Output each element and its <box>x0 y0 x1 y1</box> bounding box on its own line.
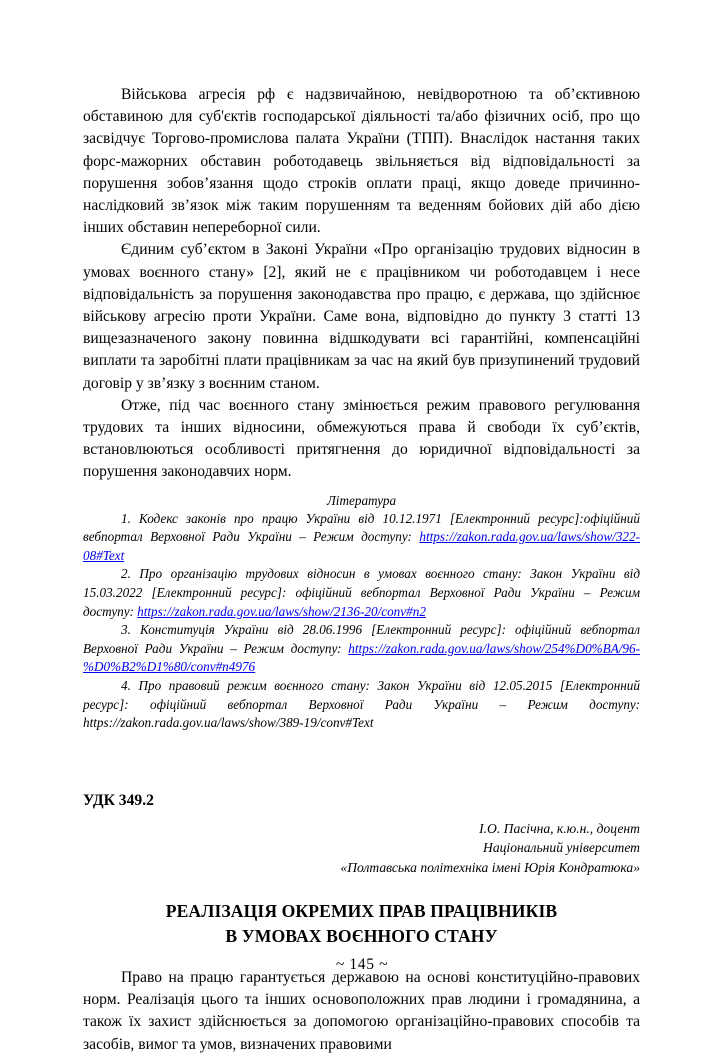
reference-link[interactable]: https://zakon.rada.gov.ua/laws/show/322-08#Text <box>83 529 640 563</box>
reference-item <box>83 510 640 566</box>
reference-link: https://zakon.rada.gov.ua/laws/show/389-19/conv#Text <box>83 715 374 731</box>
paragraph: Єдиним суб’єктом в Законі України «Про організацію трудових відносин в умовах воєнного стану» [2], який не є працівником чи роботодавцем і несе відповідальність за порушення законодавства про працю, є держава, що здійснює військову агресію проти України. Саме вона, відповідно до пункту 3 статті 13 вищезазначеного закону повинна відшкодувати всі гарантійні, компенсаційні виплати та заробітні плати працівникам за час на який був призупинений трудовий договір у зв’язку з воєнним станом. <box>83 241 640 392</box>
reference-link[interactable]: https://zakon.rada.gov.ua/laws/show/254%D0%BA/96-%D0%B2%D1%80/conv#n4976 <box>83 640 640 675</box>
references-section <box>83 491 640 733</box>
page-content-column <box>83 84 640 1056</box>
previous-article-body <box>83 84 640 484</box>
paragraph: Отже, під час воєнного стану змінюється режим правового регулювання трудових та інших відносини, обмежуються права й свободи їх суб’єктів, встановлюються особливості притягнення до юридичної відповідальності за порушення законодавчих норм. <box>83 396 640 481</box>
affiliation-line: Національний університет <box>483 840 640 856</box>
references-heading: Література <box>326 492 397 508</box>
author-name: І.О. Пасічна, к.ю.н., доцент <box>479 820 640 836</box>
reference-text: 1. Кодекс законів про працю України від 10.12.1971 [Електронний ресурс]:офіційний вебпортал Верховної Ради України – Режим доступу: <box>83 510 640 545</box>
section-spacer <box>83 733 640 791</box>
reference-item <box>83 621 640 677</box>
paragraph: Право на працю гарантується державою на основі конституційно-правових норм. Реалізація цього та інших основоположних прав людини і громадянина, а також їх захист здійснюється за допомогою організаційно-правових способів та засобів, вимог та умов, визначених правовими <box>83 969 640 1053</box>
udc-code: УДК 349.2 <box>83 791 154 809</box>
affiliation-line: «Полтавська політехніка імені Юрія Кондратюка» <box>340 859 640 875</box>
article-title-line: РЕАЛІЗАЦІЯ ОКРЕМИХ ПРАВ ПРАЦІВНИКІВ <box>165 901 558 921</box>
page-number: ~ 145 ~ <box>335 956 389 973</box>
author-affiliation-block <box>83 819 640 877</box>
reference-link[interactable]: https://zakon.rada.gov.ua/laws/show/2136-20/conv#n2 <box>137 603 426 619</box>
next-article-body <box>83 967 640 1056</box>
article-title <box>83 899 640 948</box>
reference-text: 2. Про організацію трудових відносин в умовах воєнного стану: Закон України від 15.03.2022 [Електронний ресурс]: офіційний вебпортал Верховної Ради України – Режим доступу: <box>83 566 640 619</box>
reference-text: 3. Конституція України від 28.06.1996 [Електронний ресурс]: офіційний вебпортал Верховної Ради України – Режим доступу: <box>83 622 640 656</box>
reference-item <box>83 565 640 621</box>
paragraph: Військова агресія рф є надзвичайною, невідворотною та об’єктивною обставиною для суб'єктів господарської діяльності та/або фізичних осіб, про що засвідчує Торгово-промислова палата України (ТПП). Внаслідок настання таких форс-мажорних обставин роботодавець звільняється від відповідальності за порушення зобов’язання щодо строків оплати праці, якщо доведе причинно-наслідковий зв’язок між таким порушенням та веденням бойових дій або дією інших обставин непереборної сили. <box>83 86 640 237</box>
reference-item <box>83 677 640 733</box>
next-article-header <box>83 791 640 948</box>
reference-text: 4. Про правовий режим воєнного стану: Закон України від 12.05.2015 [Електронний ресурс]: офіційний вебпортал Верховної Ради України – Режим доступу: <box>83 678 640 712</box>
article-title-line: В УМОВАХ ВОЄННОГО СТАНУ <box>225 925 498 946</box>
